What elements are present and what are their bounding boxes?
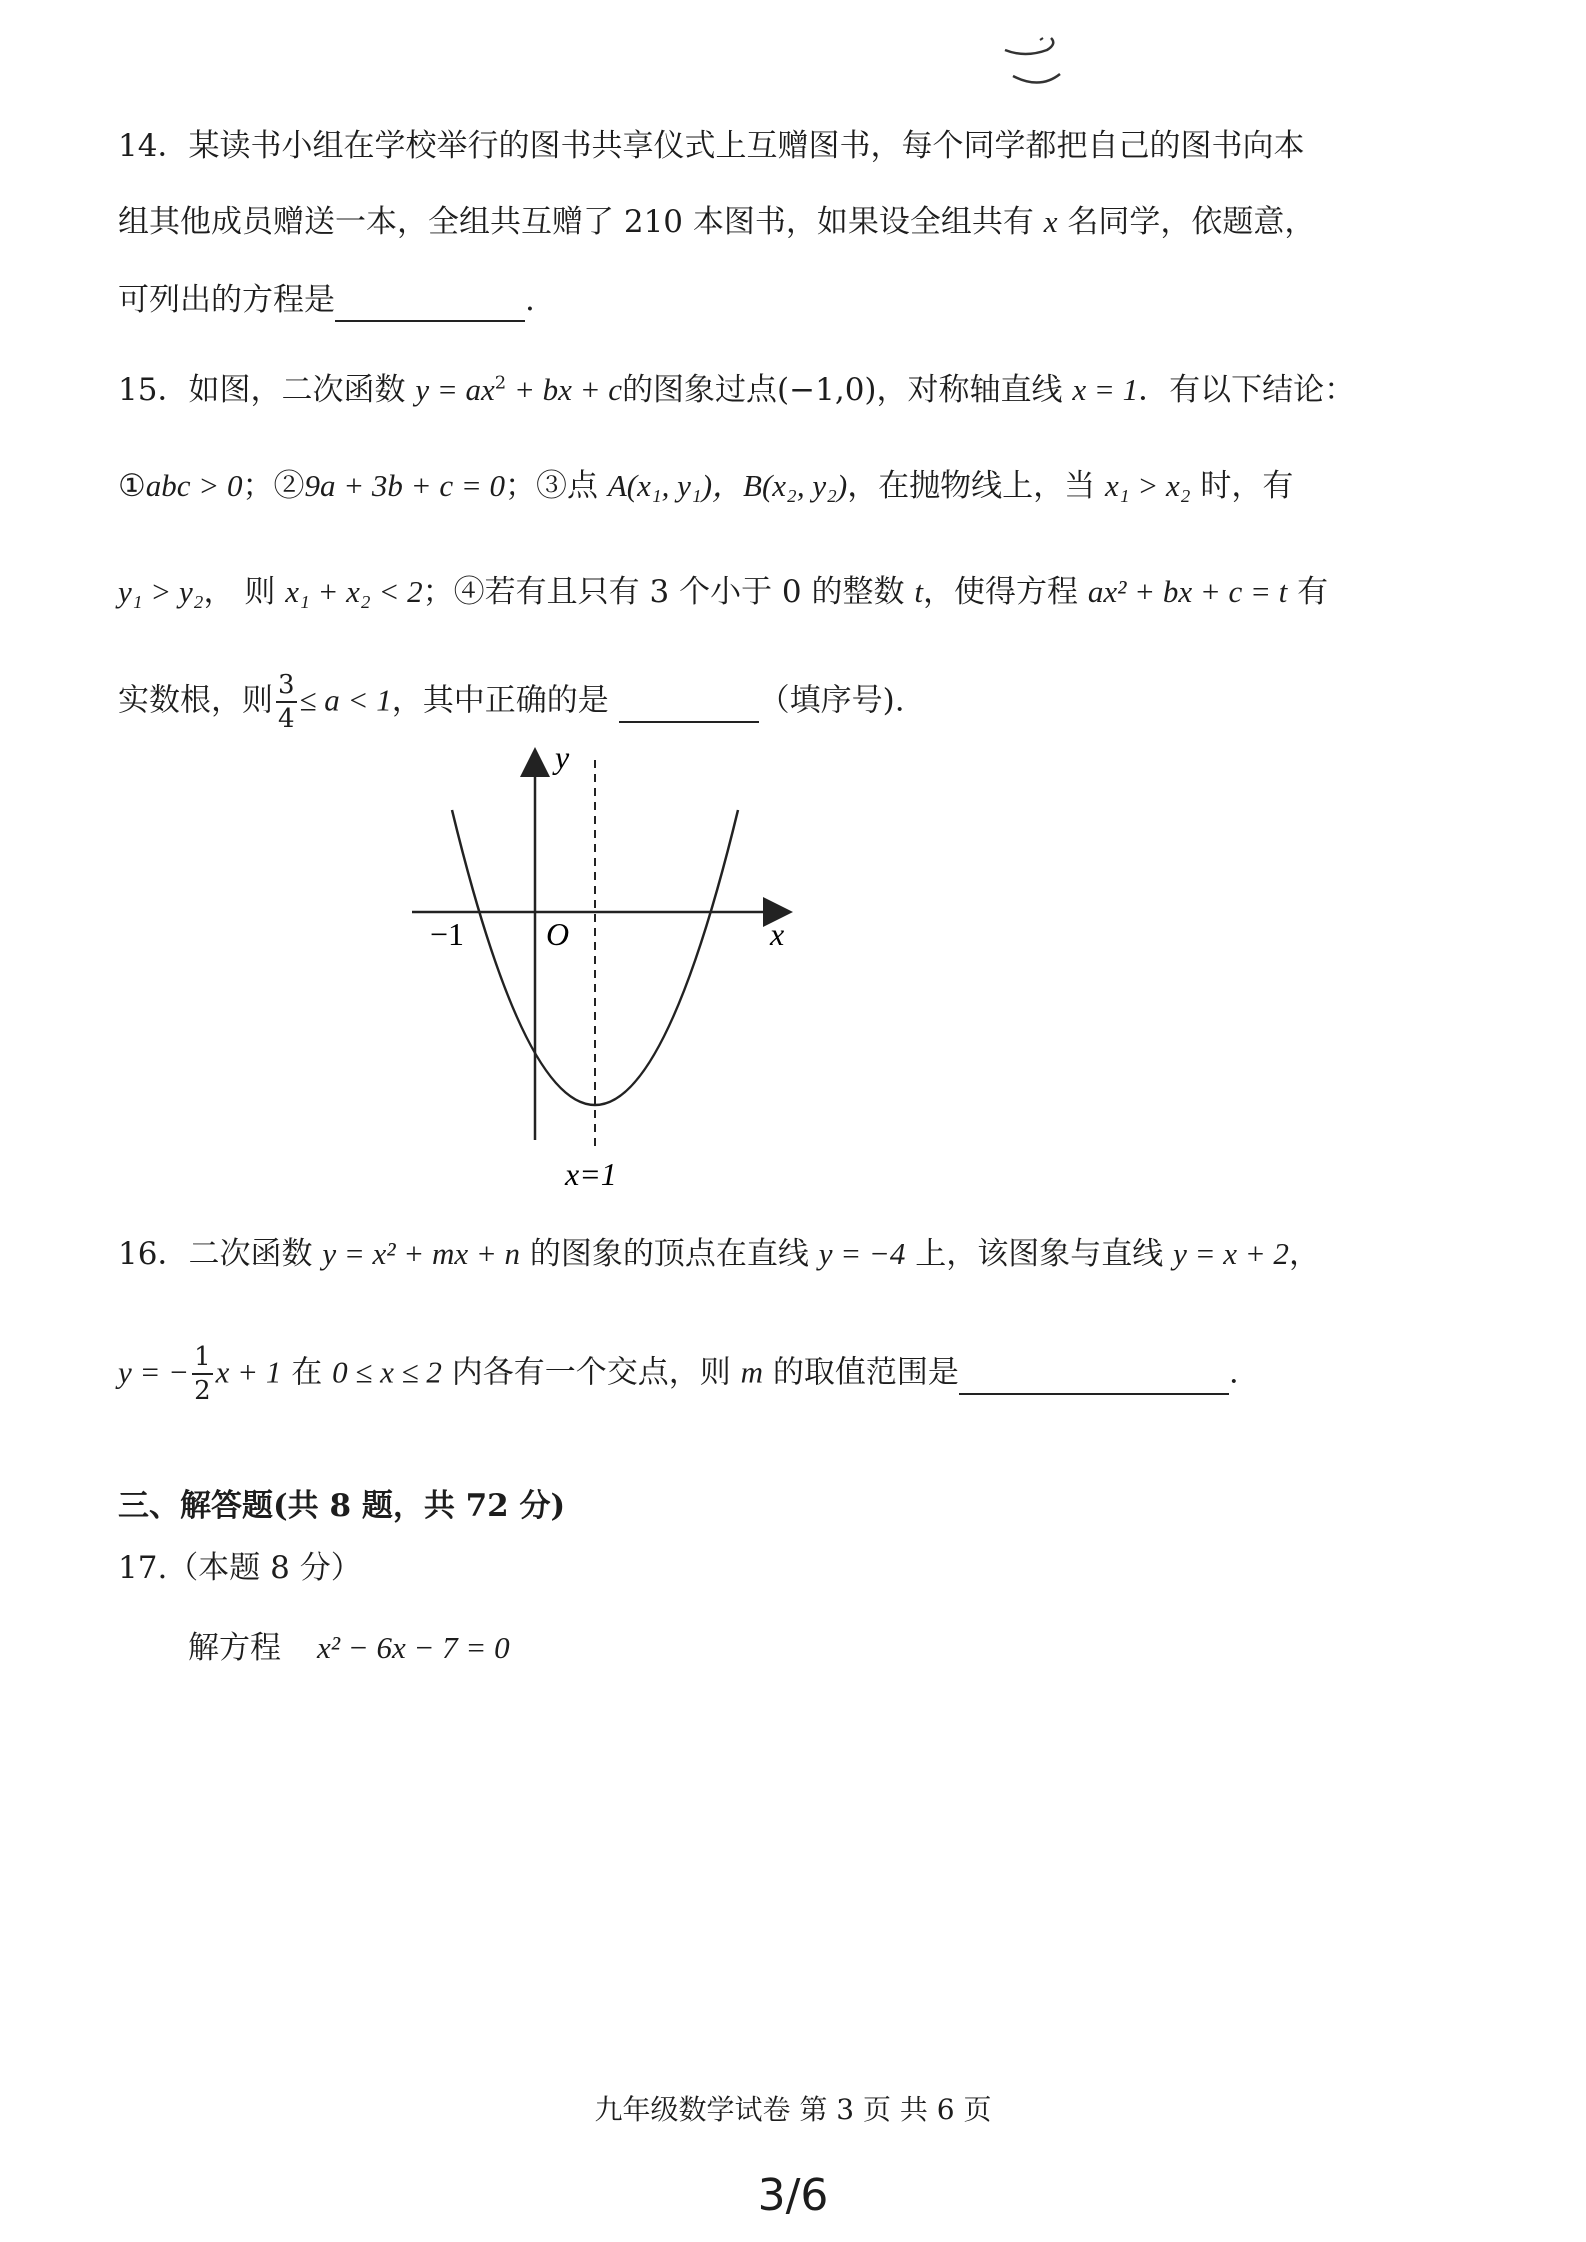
page-indicator: 3/6 [757, 2170, 829, 2221]
x-axis-label: x [770, 916, 785, 952]
q14-line2: 组其他成员赠送一本，全组共互赠了 210 本图书，如果设全组共有 x 名同学，依题意， [118, 204, 1316, 240]
q17-header: 17.（本题 8 分） [118, 1550, 362, 1586]
q16-line2: y = − $\frac{1}{2}$ x + 1 在 0 ≤ x ≤ 2 内各有一个交点，则 m 的取值范围是 . [118, 1342, 1239, 1406]
q16-answer-blank[interactable] [959, 1353, 1229, 1395]
q16-line1: 16．二次函数 y = x² + mx + n 的图象的顶点在直线 y = −4 上，该图象与直线 y = x + 2， [118, 1236, 1320, 1272]
y-axis-label: y [555, 740, 570, 775]
q14-line1: 14．某读书小组在学校举行的图书共享仪式上互赠图书，每个同学都把自己的图书向本 [118, 128, 1305, 164]
page-footer: 九年级数学试卷 第 3 页 共 6 页 [594, 2093, 992, 2126]
section-title: 三、解答题(共 8 题，共 72 分) [118, 1488, 566, 1524]
origin-label: O [546, 916, 570, 952]
q17-prompt: 解方程 x² − 6x − 7 = 0 [188, 1630, 510, 1666]
handwritten-mark [985, 28, 1095, 98]
symmetry-label: x=1 [565, 1156, 617, 1192]
neg-one-label: −1 [430, 916, 465, 952]
q15-answer-blank[interactable] [619, 681, 759, 723]
q14-line3: 可列出的方程是 . [118, 280, 535, 322]
parabola-figure [400, 740, 820, 1200]
q15-line2: ①abc > 0；②9a + 3b + c = 0；③点 A(x₁, y₁)，B(x₂, y₂)，在抛物线上，当 x₁ > x₂ 时，有 [118, 468, 1294, 504]
q15-line4: 实数根，则 $\frac{3}{4}$ ≤ a < 1，其中正确的是 （填序号). [118, 670, 905, 734]
q14-answer-blank[interactable] [335, 280, 525, 322]
q15-line3: y₁ > y₂， 则 x₁ + x₂ < 2；④若有且只有 3 个小于 0 的整数 t，使得方程 ax² + bx + c = t 有 [118, 574, 1329, 610]
q15-line1: 15．如图，二次函数 $y = ax^2$ + bx + c的图象过点(−1,0)，对称轴直线 x = 1．有以下结论： [118, 372, 1356, 408]
